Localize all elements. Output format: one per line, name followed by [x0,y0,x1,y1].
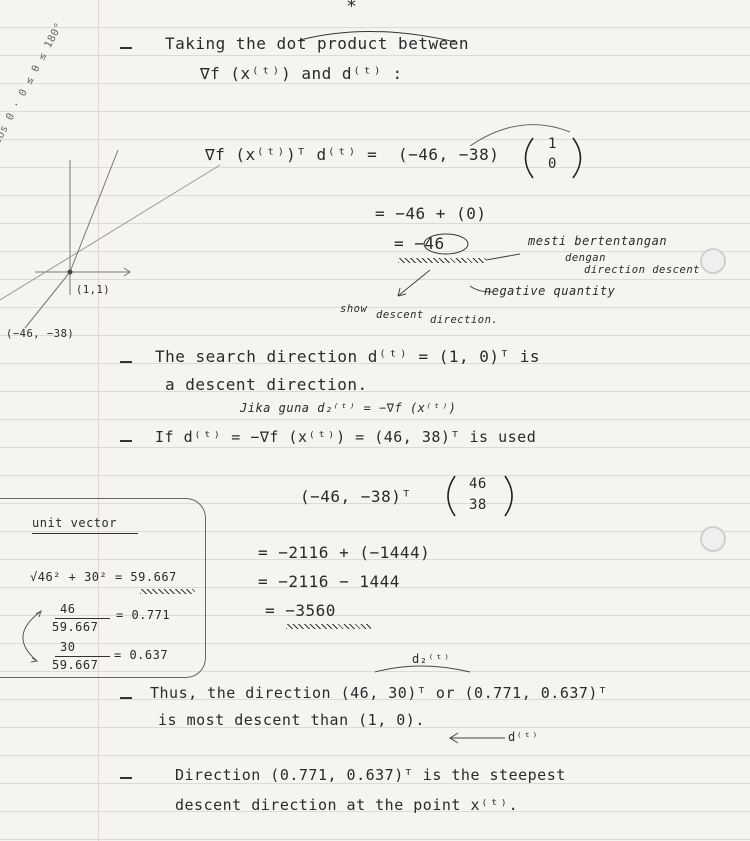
label-d2: d₂⁽ᵗ⁾ [412,652,451,666]
eq-sum-1: = −2116 + (−1444) [258,543,431,562]
fraction-2-value: = 0.637 [114,648,169,662]
line-descent-direction: a descent direction. [165,375,368,394]
vector-top-1: 1 [548,136,557,152]
label-dt: d⁽ᵗ⁾ [508,730,539,744]
eq-minus46: = −46 [394,234,445,253]
note-direction-descent: direction descent [584,264,700,276]
line-taking-dot-product: Taking the dot product between [165,34,469,53]
fraction-2-denominator: 59.667 [52,658,99,672]
graph-point-neg46-neg38: (−46, −38) [6,328,75,340]
eq-result: = −3560 [265,601,336,620]
note-jika-guna: Jika guna d₂⁽ᵗ⁾ = −∇f (x⁽ᵗ⁾) [240,401,457,415]
bullet-dash [120,697,132,699]
note-show: show [340,303,368,315]
vector-bottom-38: 38 [469,497,487,513]
note-bertentangan: mesti bertentangan [528,234,668,248]
fraction-1-numerator: 46 [60,602,76,616]
note-descent: descent [376,309,424,321]
line-grad-and-d: ∇f (x⁽ᵗ⁾) and d⁽ᵗ⁾ : [200,64,403,83]
eq-sqrt: √46² + 30² = 59.667 [30,570,177,584]
vector-bottom-0: 0 [548,156,557,172]
vector-top-46: 46 [469,476,487,492]
line-thus: Thus, the direction (46, 30)ᵀ or (0.771, 0.637)ᵀ [150,684,608,702]
fraction-1-bar [55,618,110,619]
fraction-2-bar [55,656,110,657]
eq-dot-product-lhs: ∇f (x⁽ᵗ⁾)ᵀ d⁽ᵗ⁾ = [205,145,378,164]
fraction-2-numerator: 30 [60,640,76,654]
line-most-descent: is most descent than (1, 0). [158,711,425,729]
note-dengan: dengan [565,252,606,264]
bullet-dash [120,361,132,363]
hatch-mark-3 [286,624,371,629]
eq-minus46-plus0: = −46 + (0) [375,204,487,223]
hatch-mark-2 [140,589,195,594]
eq-vector-transpose: (−46, −38)ᵀ [300,487,412,506]
note-negative-quantity: negative quantity [484,284,616,298]
bullet-dash [120,440,132,442]
line-steepest: Direction (0.771, 0.637)ᵀ is the steepest [175,766,566,784]
eq-sum-2: = −2116 − 1444 [258,572,400,591]
underline-unit-vector [32,533,138,534]
hatch-mark-1 [398,258,486,263]
note-direction: direction. [430,314,499,326]
line-if-used: If d⁽ᵗ⁾ = −∇f (x⁽ᵗ⁾) = (46, 38)ᵀ is used [155,428,537,446]
fraction-1-value: = 0.771 [116,608,171,622]
line-steepest-point: descent direction at the point x⁽ᵗ⁾. [175,796,519,814]
line-search-direction: The search direction d⁽ᵗ⁾ = (1, 0)ᵀ is [155,347,541,366]
fraction-1-denominator: 59.667 [52,620,99,634]
eq-gradient-vector: (−46, −38) [398,145,500,164]
label-unit-vector: unit vector [32,516,117,530]
bullet-dash [120,777,132,779]
graph-point-1-1: (1,1) [76,284,111,296]
bullet-dash [120,47,132,49]
star-mark: * [346,0,358,17]
